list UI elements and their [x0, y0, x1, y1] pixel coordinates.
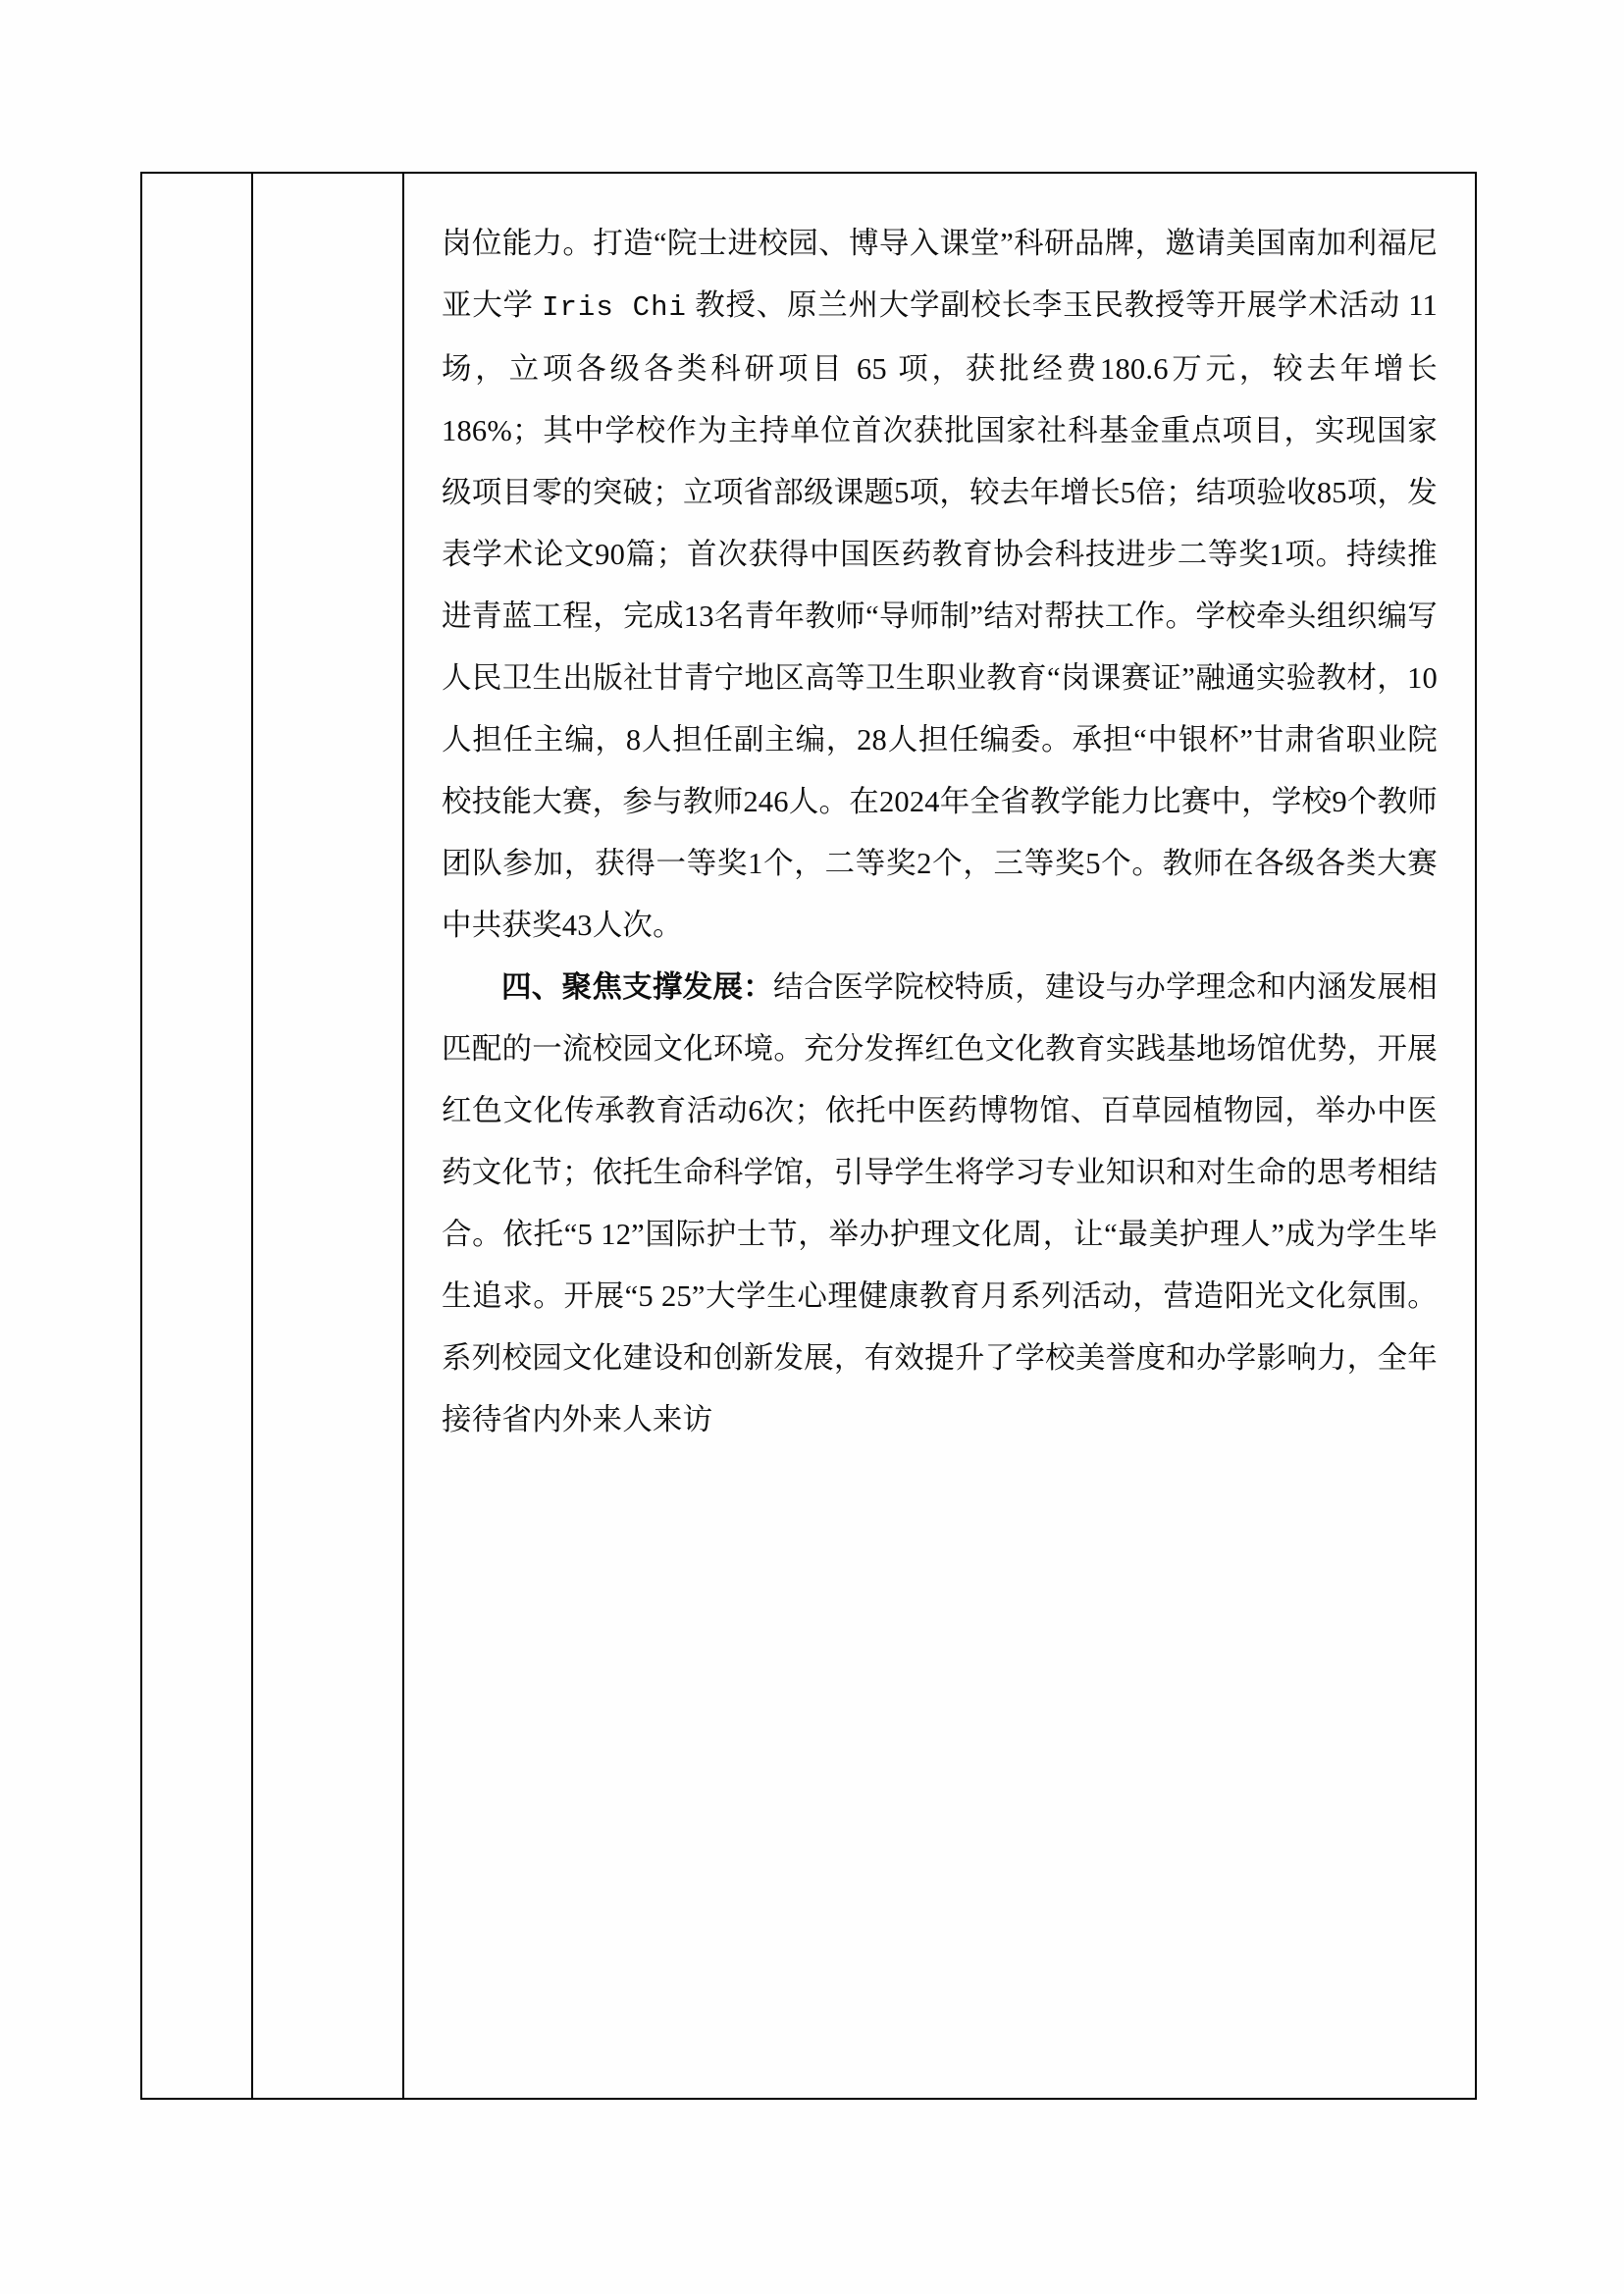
table-column-label	[142, 174, 253, 2098]
table-column-subject	[253, 174, 404, 2098]
table-column-content	[404, 174, 1475, 2098]
document-body	[442, 213, 1438, 1451]
paragraph-heading-four: 四、聚焦支撑发展：	[501, 970, 773, 1004]
paragraph-research-achievements	[442, 213, 1438, 957]
paragraph-campus-culture	[442, 957, 1438, 1451]
paragraph-latin-name: Iris Chi	[542, 291, 687, 324]
paragraph-part-3: 教授、原兰州大学副校长李玉民教授等开展学术活动 11 场，立项各级各类科研项目 65 项，获批经费180.6万元，较去年增长186%；其中学校作为主持单位首次获批国家社科基金重点项目，实现国家级项目零的突破；立项省部级课题5项，较去年增长5倍；结项验收85项，发表学术论文90篇；首次获得中国医药教育协会科技进步二等奖1项。持续推进青蓝工程，完成13名青年教师“导师制”结对帮扶工作。学校牵头组织编写人民卫生出版社甘青宁地区高等卫生职业教育“岗课赛证”融通实验教材，10人担任主编，8人担任副主编，28人担任编委。承担“中银杯”甘肃省职业院校技能大赛，参与教师246人。在2024年全省教学能力比赛中，学校9个教师团队参加，获得一等奖1个，二等奖2个，三等奖5个。教师在各级各类大赛中共获奖43人次。	[442, 288, 1438, 942]
paragraph-part-1: 岗位能力。打造“院士进校园、博导入课堂”科研品牌，邀请美国南加利福尼亚大学	[442, 227, 1438, 322]
paragraph-two-body: 结合医学院校特质，建设与办学理念和内涵发展相匹配的一流校园文化环境。充分发挥红色文化教育实践基地场馆优势，开展红色文化传承教育活动6次；依托中医药博物馆、百草园植物园，举办中医药文化节；依托生命科学馆，引导学生将学习专业知识和对生命的思考相结合。依托“5 12”国际护士节，举办护理文化周，让“最美护理人”成为学生毕生追求。开展“5 25”大学生心理健康教育月系列活动，营造阳光文化氛围。系列校园文化建设和创新发展，有效提升了学校美誉度和办学影响力，全年接待省内外来人来访	[442, 970, 1438, 1436]
content-table	[140, 172, 1477, 2100]
